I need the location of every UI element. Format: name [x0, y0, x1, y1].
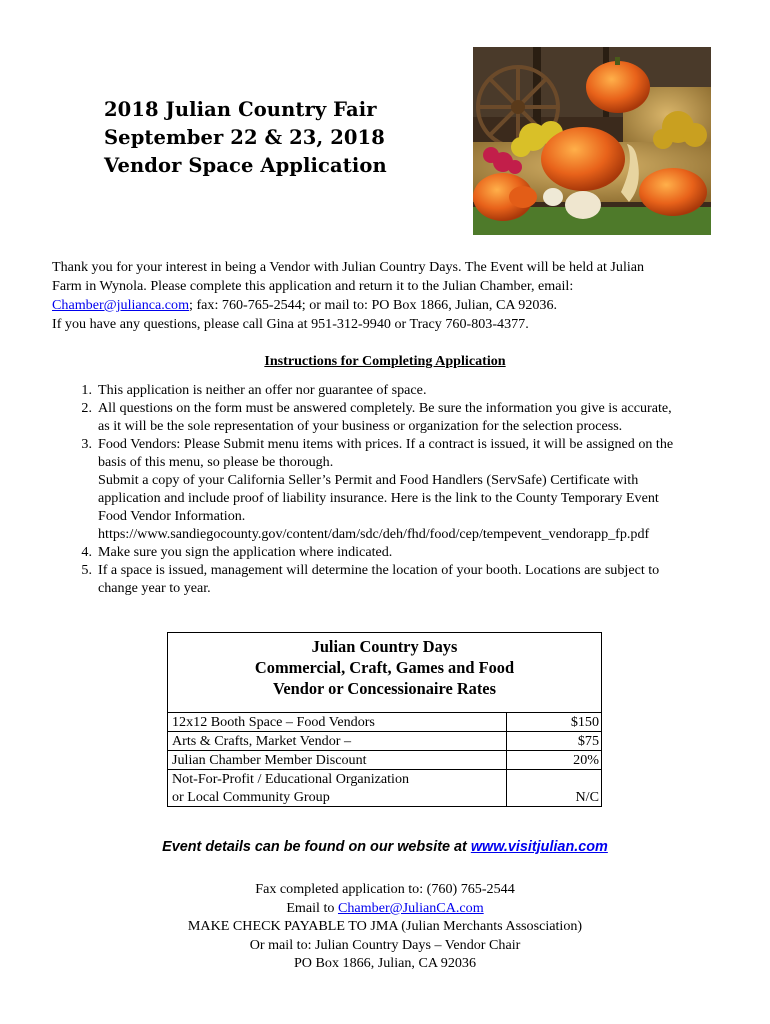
- rate-price: 20%: [507, 751, 602, 770]
- rate-label: Arts & Crafts, Market Vendor –: [168, 732, 507, 751]
- instruction-number: 4.: [81, 544, 92, 560]
- rates-heading-line: Vendor or Concessionaire Rates: [273, 679, 496, 698]
- fax-line: Fax completed application to: (760) 765-2544: [255, 881, 515, 897]
- instruction-line: as it will be the sole representation of your business or organization for the selection process.: [98, 418, 623, 434]
- rates-heading-line: Commercial, Craft, Games and Food: [254, 658, 515, 677]
- title-line-dates: September 22 & 23, 2018: [104, 126, 385, 149]
- rate-label-line: Not-For-Profit / Educational Organization: [172, 771, 410, 787]
- table-row: [168, 732, 602, 751]
- intro-contact-rest: ; fax: 760-765-2544; or mail to: PO Box 1866, Julian, CA 92036.: [189, 297, 558, 313]
- email-line: [0, 899, 770, 918]
- rate-label: 12x12 Booth Space – Food Vendors: [168, 713, 507, 732]
- title-line-application: Vendor Space Application: [104, 154, 387, 177]
- chamber-email-link[interactable]: Chamber@julianca.com: [52, 297, 190, 313]
- instruction-number: 3.: [81, 436, 92, 452]
- rate-label: [168, 770, 507, 807]
- intro-line-phone: If you have any questions, please call Gina at 951-312-9940 or Tracy 760-803-4377.: [52, 316, 529, 332]
- rates-heading: [168, 636, 601, 699]
- event-details: [0, 837, 770, 857]
- instruction-number: 2.: [81, 400, 92, 416]
- website-link[interactable]: www.visitjulian.com: [470, 839, 608, 855]
- event-details-text: Event details can be found on our website at: [162, 839, 471, 855]
- instruction-number: 1.: [81, 382, 92, 398]
- mail-line: Or mail to: Julian Country Days – Vendor Chair: [249, 936, 521, 953]
- intro-paragraph: [52, 258, 732, 334]
- email-prefix: Email to: [286, 899, 338, 916]
- title-line-event: 2018 Julian Country Fair: [104, 98, 377, 121]
- table-row: [168, 770, 602, 807]
- instruction-number: 5.: [81, 562, 92, 578]
- instruction-line: change year to year.: [98, 580, 211, 596]
- rates-table: [167, 712, 602, 807]
- instruction-line: This application is neither an offer nor guarantee of space.: [98, 382, 427, 398]
- intro-line: Thank you for your interest in being a Vendor with Julian Country Days. The Event will be held at Julian: [52, 259, 645, 275]
- instruction-item: [52, 381, 732, 399]
- document-title: [104, 96, 444, 180]
- instruction-line: If a space is issued, management will determine the location of your booth. Locations are subject to: [98, 562, 660, 578]
- rate-price: N/C: [507, 770, 602, 807]
- instruction-line: https://www.sandiegocounty.gov/content/dam/sdc/deh/fhd/food/cep/tempevent_vendorapp_fp.pdf: [98, 526, 650, 542]
- instruction-line: application and include proof of liability insurance. Here is the link to the County Temporary Event: [98, 490, 659, 506]
- instruction-item: [52, 435, 732, 543]
- instructions-heading: Instructions for Completing Application: [264, 353, 506, 369]
- instruction-item: [52, 543, 732, 561]
- instruction-line: basis of this menu, so please be thorough.: [98, 454, 334, 470]
- rates-box: [167, 632, 602, 807]
- footer-email-link[interactable]: Chamber@JulianCA.com: [337, 899, 484, 916]
- intro-line: Farm in Wynola. Please complete this application and return it to the Julian Chamber, email:: [52, 278, 574, 294]
- rate-label-line: or Local Community Group: [172, 789, 330, 805]
- instruction-line: Submit a copy of your California Seller’s Permit and Food Handlers (ServSafe) Certificate with: [98, 472, 639, 488]
- instruction-line: Make sure you sign the application where indicated.: [98, 544, 393, 560]
- pumpkins-photo: [473, 47, 711, 235]
- rate-price: $75: [507, 732, 602, 751]
- intro-line-contact: [52, 296, 732, 315]
- address-line: PO Box 1866, Julian, CA 92036: [293, 955, 477, 972]
- rate-label: Julian Chamber Member Discount: [168, 751, 507, 770]
- submission-info: [0, 880, 770, 973]
- instruction-item: [52, 399, 732, 435]
- instruction-line: Food Vendor Information.: [98, 508, 246, 524]
- instruction-line: Food Vendors: Please Submit menu items with prices. If a contract is issued, it will be assigned on the: [98, 436, 674, 452]
- check-payable-line: MAKE CHECK PAYABLE TO JMA (Julian Merchants Assosciation): [187, 918, 583, 935]
- rates-heading-line: Julian Country Days: [311, 637, 458, 656]
- table-row: [168, 713, 602, 732]
- rate-price: $150: [507, 713, 602, 732]
- instruction-line: All questions on the form must be answered completely. Be sure the information you give is accurate,: [98, 400, 672, 416]
- instructions-list: [52, 381, 732, 597]
- table-row: [168, 751, 602, 770]
- instruction-item: [52, 561, 732, 597]
